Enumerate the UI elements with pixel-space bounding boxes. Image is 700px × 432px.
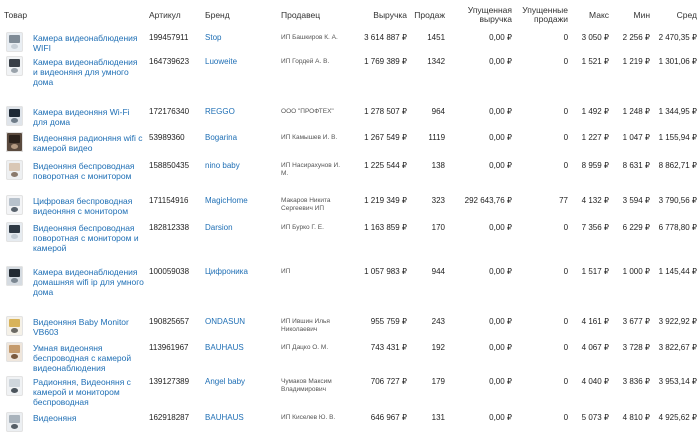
product-thumbnail[interactable] xyxy=(6,56,23,76)
avg-price-cell: 1 155,94 ₽ xyxy=(658,133,698,142)
product-name-link[interactable]: Камера видеоняня Wi-Fi для дома xyxy=(33,107,130,127)
product-thumbnail[interactable] xyxy=(6,160,23,180)
article-cell: 171154916 xyxy=(149,196,189,205)
min-price-cell: 2 256 ₽ xyxy=(622,33,651,42)
product-thumbnail[interactable] xyxy=(6,195,23,215)
header-avg-price[interactable]: Сред xyxy=(676,9,698,20)
header-lost-revenue[interactable]: Упущенная выручка xyxy=(467,5,513,24)
avg-price-cell: 1 344,95 ₽ xyxy=(658,107,698,116)
lost-sales-cell: 0 xyxy=(563,317,569,326)
max-price-cell: 3 050 ₽ xyxy=(581,33,610,42)
min-price-cell: 3 677 ₽ xyxy=(622,317,651,326)
product-thumbnail-cell xyxy=(0,30,30,54)
min-price-cell: 3 836 ₽ xyxy=(622,377,651,386)
max-price-cell: 1 521 ₽ xyxy=(581,57,610,66)
sales-cell: 1451 xyxy=(427,33,446,42)
product-name-cell xyxy=(30,30,146,54)
sales-cell: 131 xyxy=(431,413,446,422)
min-price-cell: 3 594 ₽ xyxy=(622,196,651,205)
max-price-cell: 8 959 ₽ xyxy=(581,161,610,170)
product-thumbnail-cell xyxy=(0,264,30,314)
revenue-cell: 646 967 ₽ xyxy=(370,413,408,422)
sales-cell: 1342 xyxy=(427,57,446,66)
lost-sales-cell: 0 xyxy=(563,161,569,170)
article-cell: 113961967 xyxy=(149,343,189,352)
brand-link[interactable]: BAUHAUS xyxy=(205,413,244,422)
brand-link[interactable]: BAUHAUS xyxy=(205,343,244,352)
revenue-cell: 1 769 389 ₽ xyxy=(364,57,408,66)
product-name-cell xyxy=(30,104,146,130)
lost-sales-cell: 0 xyxy=(563,413,569,422)
lost-revenue-cell: 0,00 ₽ xyxy=(489,57,513,66)
product-image-shape xyxy=(11,388,18,393)
product-thumbnail[interactable] xyxy=(6,222,23,242)
brand-link[interactable]: MagicHome xyxy=(205,196,248,205)
article-cell: 164739623 xyxy=(149,57,190,66)
max-price-cell: 5 073 ₽ xyxy=(581,413,610,422)
header-product[interactable]: Товар xyxy=(4,9,28,20)
lost-revenue-cell: 0,00 ₽ xyxy=(489,33,513,42)
product-name-link[interactable]: Видеоняня радионяня wifi с камерой видео xyxy=(33,133,143,153)
table-row xyxy=(0,374,700,410)
table-header-row xyxy=(0,0,700,30)
sales-cell: 1119 xyxy=(428,133,446,142)
header-sales[interactable]: Продаж xyxy=(414,9,446,20)
table-row xyxy=(0,158,700,193)
lost-sales-cell: 0 xyxy=(563,107,569,116)
seller-cell: ИП xyxy=(281,268,291,275)
product-image-shape xyxy=(11,328,18,333)
product-thumbnail[interactable] xyxy=(6,316,23,336)
lost-revenue-cell: 0,00 ₽ xyxy=(489,317,513,326)
brand-cell xyxy=(202,340,278,374)
product-image-shape xyxy=(9,319,20,327)
product-image-shape xyxy=(9,345,20,353)
table-row xyxy=(0,220,700,264)
header-article[interactable]: Артикул xyxy=(149,9,181,20)
product-thumbnail[interactable] xyxy=(6,342,23,362)
article-cell: 190825657 xyxy=(149,317,190,326)
lost-revenue-cell: 0,00 ₽ xyxy=(489,267,513,276)
sales-cell: 964 xyxy=(431,107,446,116)
product-name-link[interactable]: Видеоняня беспроводная поворотная с монитором и камерой xyxy=(33,223,139,253)
product-image-shape xyxy=(9,59,20,67)
min-price-cell: 1 047 ₽ xyxy=(622,133,651,142)
product-name-cell xyxy=(30,340,146,374)
avg-price-cell: 8 862,71 ₽ xyxy=(658,161,698,170)
avg-price-cell: 1 145,44 ₽ xyxy=(658,267,698,276)
revenue-cell: 1 057 983 ₽ xyxy=(364,267,408,276)
product-name-link[interactable]: Камера видеонаблюдения WIFI xyxy=(33,33,138,53)
product-image-shape xyxy=(11,234,18,239)
product-name-cell xyxy=(30,54,146,104)
product-name-link[interactable]: Камера видеонаблюдения домашняя wifi ip для умного дома xyxy=(33,267,144,297)
product-thumbnail[interactable] xyxy=(6,376,23,396)
product-name-link[interactable]: Умная видеоняня беспроводная с камерой видеонаблюдения xyxy=(33,343,132,373)
revenue-cell: 1 219 349 ₽ xyxy=(364,196,408,205)
brand-link[interactable]: ONDASUN xyxy=(205,317,246,326)
brand-cell xyxy=(202,130,278,158)
product-name-cell xyxy=(30,130,146,158)
lost-sales-cell: 0 xyxy=(563,377,569,386)
table-row xyxy=(0,130,700,158)
brand-cell xyxy=(202,104,278,130)
max-price-cell: 4 161 ₽ xyxy=(581,317,610,326)
brand-cell xyxy=(202,264,278,314)
header-max-price[interactable]: Макс xyxy=(589,9,610,20)
min-price-cell: 1 248 ₽ xyxy=(622,107,651,116)
brand-cell xyxy=(202,193,278,220)
product-thumbnail-cell xyxy=(0,340,30,374)
lost-revenue-cell: 0,00 ₽ xyxy=(489,343,513,352)
sales-cell: 170 xyxy=(431,223,446,232)
table-row xyxy=(0,30,700,54)
min-price-cell: 6 229 ₽ xyxy=(622,223,651,232)
product-image-shape xyxy=(11,424,18,429)
table-row xyxy=(0,340,700,374)
product-name-link[interactable]: Видеоняня беспроводная поворотная с монитором xyxy=(33,161,135,181)
seller-cell: ООО "ПРОФТЕХ" xyxy=(281,108,334,115)
article-cell: 182812338 xyxy=(149,223,190,232)
max-price-cell: 4 067 ₽ xyxy=(581,343,610,352)
table-row xyxy=(0,410,700,432)
article-cell: 158850435 xyxy=(149,161,190,170)
sales-cell: 243 xyxy=(431,317,446,326)
seller-cell: ИП Башкиров К. А. xyxy=(281,34,338,41)
min-price-cell: 8 631 ₽ xyxy=(622,161,651,170)
revenue-cell: 1 278 507 ₽ xyxy=(364,107,408,116)
product-image-shape xyxy=(9,35,20,43)
lost-sales-cell: 0 xyxy=(563,267,569,276)
seller-cell: ИП Ившин Илья Николаевич xyxy=(281,318,330,333)
product-name-cell xyxy=(30,410,146,432)
brand-link[interactable]: Darsion xyxy=(205,223,233,232)
product-image-shape xyxy=(11,144,18,149)
table-row xyxy=(0,264,700,314)
product-image-shape xyxy=(11,44,18,49)
table-row xyxy=(0,104,700,130)
brand-cell xyxy=(202,54,278,104)
lost-sales-cell: 0 xyxy=(563,343,569,352)
lost-revenue-cell: 0,00 ₽ xyxy=(489,161,513,170)
header-min-price[interactable]: Мин xyxy=(633,9,651,20)
revenue-cell: 1 163 859 ₽ xyxy=(364,223,408,232)
lost-revenue-cell: 0,00 ₽ xyxy=(489,413,513,422)
lost-sales-cell: 77 xyxy=(559,196,569,205)
seller-cell: ИП Насирахунов И. М. xyxy=(281,162,341,177)
product-thumbnail[interactable] xyxy=(6,106,23,126)
product-image-shape xyxy=(11,207,18,212)
brand-link[interactable]: Bogarina xyxy=(205,133,238,142)
product-thumbnail-cell xyxy=(0,220,30,264)
product-image-shape xyxy=(9,225,20,233)
product-image-shape xyxy=(11,354,18,359)
product-thumbnail[interactable] xyxy=(6,132,23,152)
article-cell: 172176340 xyxy=(149,107,190,116)
brand-cell xyxy=(202,410,278,432)
table-row xyxy=(0,314,700,340)
brand-cell xyxy=(202,374,278,410)
product-name-cell xyxy=(30,193,146,220)
max-price-cell: 4 040 ₽ xyxy=(581,377,610,386)
avg-price-cell: 3 922,92 ₽ xyxy=(658,317,698,326)
max-price-cell: 1 492 ₽ xyxy=(581,107,610,116)
product-thumbnail-cell xyxy=(0,193,30,220)
sales-cell: 192 xyxy=(431,343,446,352)
revenue-cell: 706 727 ₽ xyxy=(370,377,408,386)
product-thumbnail-cell xyxy=(0,314,30,340)
brand-link[interactable]: nino baby xyxy=(205,161,240,170)
product-image-shape xyxy=(9,135,20,143)
max-price-cell: 7 356 ₽ xyxy=(581,223,610,232)
avg-price-cell: 6 778,80 ₽ xyxy=(658,223,698,232)
product-thumbnail[interactable] xyxy=(6,32,23,52)
product-image-shape xyxy=(9,415,20,423)
avg-price-cell: 3 790,56 ₽ xyxy=(658,196,698,205)
product-name-link[interactable]: Видеоняня xyxy=(33,413,77,423)
brand-link[interactable]: Angel baby xyxy=(205,377,246,386)
revenue-cell: 1 225 544 ₽ xyxy=(364,161,408,170)
brand-link[interactable]: Stop xyxy=(205,33,222,42)
product-image-shape xyxy=(9,198,20,206)
product-image-shape xyxy=(11,278,18,283)
product-image-shape xyxy=(11,172,18,177)
product-thumbnail[interactable] xyxy=(6,412,23,432)
brand-cell xyxy=(202,220,278,264)
revenue-cell: 3 614 887 ₽ xyxy=(364,33,408,42)
avg-price-cell: 1 301,06 ₽ xyxy=(658,57,698,66)
seller-cell: ИП Камышев И. В. xyxy=(281,134,338,141)
sales-cell: 944 xyxy=(431,267,446,276)
header-lost-sales[interactable]: Упущенные продажи xyxy=(522,5,569,24)
revenue-cell: 955 759 ₽ xyxy=(370,317,408,326)
avg-price-cell: 4 925,62 ₽ xyxy=(658,413,698,422)
product-name-link[interactable]: Цифровая беспроводная видеоняня с монитором xyxy=(33,196,133,216)
product-name-cell xyxy=(30,374,146,410)
article-cell: 199457911 xyxy=(149,33,189,42)
product-name-cell xyxy=(30,264,146,314)
header-revenue[interactable]: Выручка xyxy=(373,9,408,20)
product-image-shape xyxy=(9,379,20,387)
brand-cell xyxy=(202,30,278,54)
seller-cell: Чумаков Максим Владимирович xyxy=(281,378,332,393)
max-price-cell: 1 517 ₽ xyxy=(581,267,610,276)
product-name-cell xyxy=(30,158,146,193)
article-cell: 162918287 xyxy=(149,413,190,422)
lost-revenue-cell: 0,00 ₽ xyxy=(489,107,513,116)
table-row xyxy=(0,54,700,104)
min-price-cell: 1 000 ₽ xyxy=(622,267,651,276)
seller-cell: ИП Дацко О. М. xyxy=(281,344,329,351)
avg-price-cell: 3 822,67 ₽ xyxy=(658,343,698,352)
product-name-cell xyxy=(30,314,146,340)
lost-sales-cell: 0 xyxy=(563,133,569,142)
max-price-cell: 1 227 ₽ xyxy=(581,133,610,142)
product-thumbnail-cell xyxy=(0,130,30,158)
product-image-shape xyxy=(9,269,20,277)
brand-link[interactable]: Цифроника xyxy=(205,267,248,276)
lost-sales-cell: 0 xyxy=(563,33,569,42)
product-image-shape xyxy=(9,109,20,117)
brand-cell xyxy=(202,158,278,193)
lost-sales-cell: 0 xyxy=(563,57,569,66)
brand-link[interactable]: REGGO xyxy=(205,107,235,116)
seller-cell: ИП Бурко Г. Е. xyxy=(281,224,324,231)
max-price-cell: 4 132 ₽ xyxy=(581,196,610,205)
header-brand[interactable]: Бренд xyxy=(205,9,230,20)
lost-revenue-cell: 0,00 ₽ xyxy=(489,377,513,386)
min-price-cell: 4 810 ₽ xyxy=(622,413,651,422)
lost-revenue-cell: 0,00 ₽ xyxy=(489,133,513,142)
product-name-cell xyxy=(30,220,146,264)
article-cell: 53989360 xyxy=(149,133,185,142)
product-image-shape xyxy=(11,118,18,123)
min-price-cell: 1 219 ₽ xyxy=(622,57,651,66)
product-name-link[interactable]: Камера видеонаблюдения и видеоняня для умного дома xyxy=(33,57,138,87)
seller-cell: Макаров Никита Сергеевич ИП xyxy=(281,197,331,212)
min-price-cell: 3 728 ₽ xyxy=(622,343,651,352)
product-name-link[interactable]: Видеоняня Baby Monitor VB603 xyxy=(33,317,129,337)
revenue-cell: 1 267 549 ₽ xyxy=(364,133,408,142)
product-thumbnail-cell xyxy=(0,374,30,410)
article-cell: 139127389 xyxy=(149,377,190,386)
seller-cell: ИП Гордей А. В. xyxy=(281,58,330,65)
brand-cell xyxy=(202,314,278,340)
article-cell: 100059038 xyxy=(149,267,190,276)
avg-price-cell: 2 470,35 ₽ xyxy=(658,33,698,42)
product-thumbnail-cell xyxy=(0,54,30,104)
product-image-shape xyxy=(11,68,18,73)
seller-cell: ИП Киселев Ю. В. xyxy=(281,414,336,421)
table-row xyxy=(0,193,700,220)
product-thumbnail-cell xyxy=(0,410,30,432)
lost-revenue-cell: 292 643,76 ₽ xyxy=(464,196,513,205)
sales-cell: 323 xyxy=(431,196,446,205)
sales-cell: 138 xyxy=(431,161,446,170)
lost-sales-cell: 0 xyxy=(563,223,569,232)
avg-price-cell: 3 953,14 ₽ xyxy=(658,377,698,386)
product-thumbnail-cell xyxy=(0,104,30,130)
lost-revenue-cell: 0,00 ₽ xyxy=(489,223,513,232)
product-thumbnail[interactable] xyxy=(6,266,23,286)
revenue-cell: 743 431 ₽ xyxy=(370,343,408,352)
sales-cell: 179 xyxy=(431,377,446,386)
brand-link[interactable]: Luoweite xyxy=(205,57,238,66)
header-seller[interactable]: Продавец xyxy=(281,9,321,20)
product-thumbnail-cell xyxy=(0,158,30,193)
product-name-link[interactable]: Радионяня, Видеоняня с камерой и монитором беспроводная xyxy=(33,377,131,407)
product-image-shape xyxy=(9,163,20,171)
